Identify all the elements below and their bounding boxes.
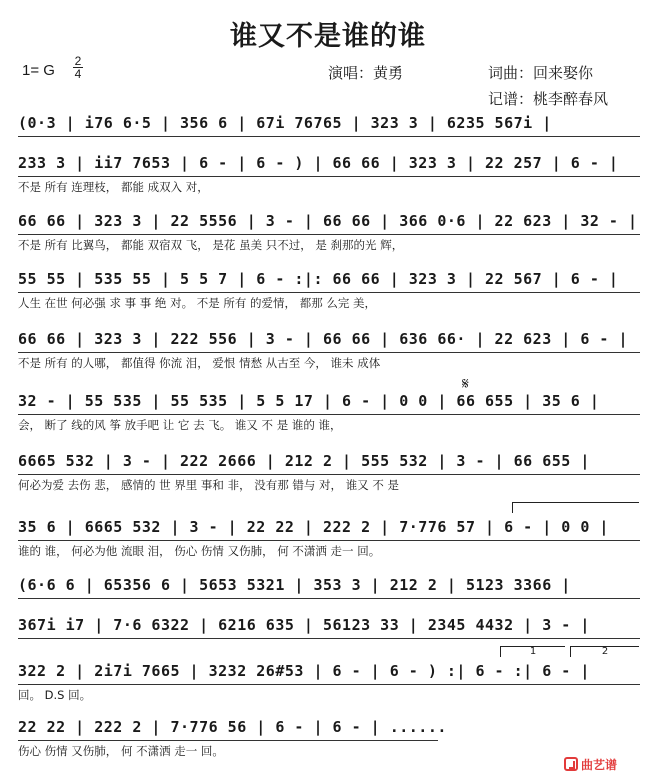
notation: 322 2 | 2i7i 7665 | 3232 26#53 | 6 - | 6 - ) :| 6 - :| 6 - |	[18, 662, 590, 680]
lyrics: 伤心 伤情 又伤肺， 何 不潇洒 走一 回。	[18, 744, 224, 758]
beam-line	[18, 288, 640, 293]
lyrics: 人生 在世 何必强 求 事 事 绝 对。 不是 所有 的爱情， 都那 么完 美，	[18, 296, 377, 310]
lyrics: 何必为爱 去伤 悲， 感情的 世 界里 事和 非， 没有那 错与 对， 谁又 不 是	[18, 478, 400, 492]
notation: 367i i7 | 7·6 6322 | 6216 635 | 56123 33 | 2345 4432 | 3 - |	[18, 616, 590, 634]
notation: 66 66 | 323 3 | 222 556 | 3 - | 66 66 | 636 66· | 22 623 | 6 - |	[18, 330, 628, 348]
time-signature-denominator: 4	[74, 67, 82, 81]
beam-line	[18, 680, 640, 685]
watermark-logo-icon	[564, 757, 578, 771]
site-watermark	[564, 754, 648, 774]
notation: (0·3 | i76 6·5 | 356 6 | 67i 76765 | 323 3 | 6235 567i |	[18, 114, 552, 132]
watermark-text: 曲艺谱	[581, 757, 618, 772]
notation: 35 6 | 6665 532 | 3 - | 22 22 | 222 2 | 7·776 57 | 6 - | 0 0 |	[18, 518, 609, 536]
key-signature: 1= G	[22, 62, 55, 79]
beam-line	[18, 172, 640, 177]
lyrics: 回。 D.S 回。	[18, 688, 92, 702]
beam-line	[18, 230, 640, 235]
beam-line	[18, 470, 640, 475]
time-signature	[72, 55, 84, 80]
beam-line	[18, 410, 640, 415]
volta-bracket-1	[512, 502, 639, 513]
volta-number-1: 1	[529, 646, 537, 657]
notation: 55 55 | 535 55 | 5 5 7 | 6 - :|: 66 66 | 323 3 | 22 567 | 6 - |	[18, 270, 619, 288]
volta-bracket-2-ending	[570, 646, 639, 657]
lyrics: 会， 断了 线的风 筝 放手吧 让 它 去 飞。 谁又 不 是 谁的 谁，	[18, 418, 342, 432]
time-signature-numerator: 2	[74, 54, 82, 68]
song-title: 谁又不是谁的谁	[230, 21, 426, 52]
lyrics: 不是 所有 比翼鸟， 都能 双宿双 飞， 是花 虽美 只不过， 是 刹那的光 辉，	[18, 238, 404, 252]
lyrics: 不是 所有 连理枝， 都能 成双入 对，	[18, 180, 209, 194]
beam-line	[18, 634, 640, 639]
volta-bracket-1-ending	[500, 646, 565, 657]
lyrics: 不是 所有 的人哪， 都值得 你流 泪， 爱恨 情愁 从古至 今， 谁未 成体	[18, 356, 381, 370]
transcriber-credit: 记谱：桃李醉春风	[488, 90, 609, 108]
beam-line	[18, 348, 640, 353]
notation: 66 66 | 323 3 | 22 5556 | 3 - | 66 66 | 366 0·6 | 22 623 | 32 - |	[18, 212, 638, 230]
lyrics: 谁的 谁， 何必为他 流眼 泪， 伤心 伤情 又伤肺， 何 不潇洒 走一 回。	[18, 544, 381, 558]
singer-credit: 演唱：黄勇	[328, 64, 404, 82]
notation: 233 3 | ii7 7653 | 6 - | 6 - ) | 66 66 | 323 3 | 22 257 | 6 - |	[18, 154, 619, 172]
notation: 6665 532 | 3 - | 222 2666 | 212 2 | 555 532 | 3 - | 66 655 |	[18, 452, 590, 470]
beam-line	[18, 594, 640, 599]
beam-line	[18, 132, 640, 137]
composer-credit: 词曲：回来娶你	[488, 64, 594, 82]
segno-mark: 𝄋	[462, 374, 469, 393]
beam-line	[18, 736, 438, 741]
beam-line	[18, 536, 640, 541]
notation: 22 22 | 222 2 | 7·776 56 | 6 - | 6 - | ......	[18, 718, 447, 736]
volta-number-2: 2	[601, 646, 609, 657]
notation: (6·6 6 | 65356 6 | 5653 5321 | 353 3 | 212 2 | 5123 3366 |	[18, 576, 571, 594]
notation: 32 - | 55 535 | 55 535 | 5 5 17 | 6 - | 0 0 | 66 655 | 35 6 |	[18, 392, 600, 410]
